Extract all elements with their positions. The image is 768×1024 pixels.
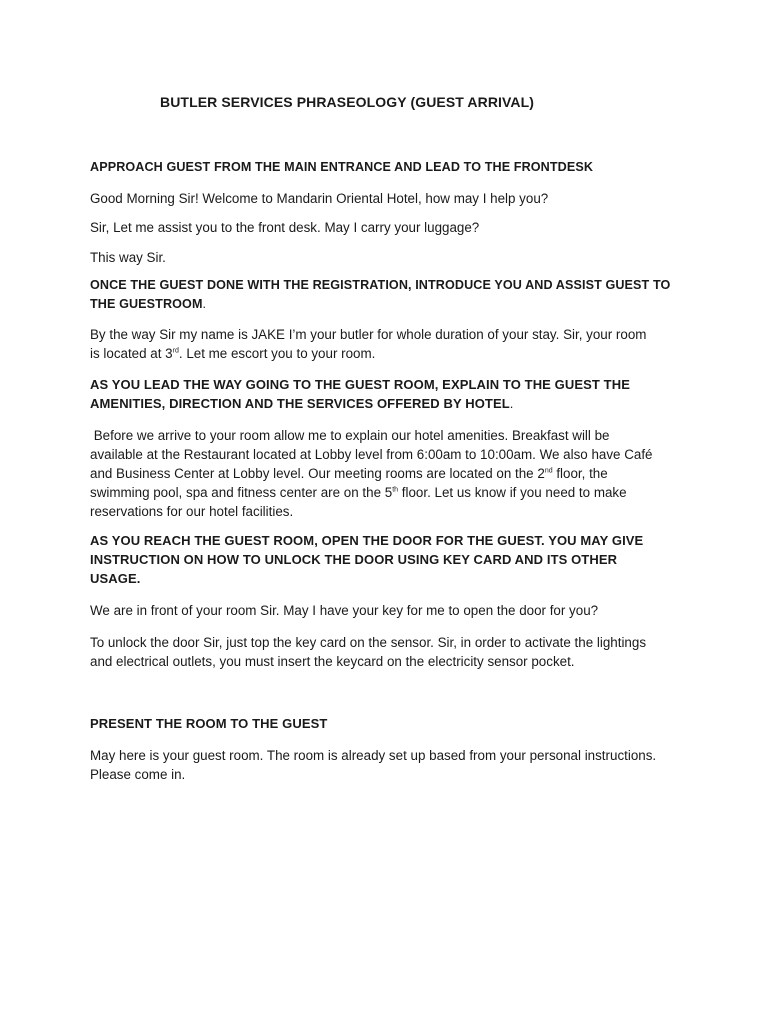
paragraph-text: is located at 3 — [90, 346, 173, 361]
paragraph-line: May here is your guest room. The room is already set up based from your personal instructions. — [90, 748, 657, 763]
heading-period: . — [509, 396, 514, 411]
ordinal-suffix: nd — [544, 467, 553, 475]
phrase-greeting: Good Morning Sir! Welcome to Mandarin Oriental Hotel, how may I help you? — [90, 191, 549, 206]
heading-line: AS YOU REACH THE GUEST ROOM, OPEN THE DOOR FOR THE GUEST. YOU MAY GIVE — [90, 533, 644, 548]
paragraph-present-room — [90, 746, 680, 784]
paragraph-amenities — [90, 426, 680, 521]
paragraph-text: . Let me escort you to your room. — [178, 346, 376, 361]
heading-line: INSTRUCTION ON HOW TO UNLOCK THE DOOR USING KEY CARD AND ITS OTHER — [90, 552, 618, 567]
heading-line: AS YOU LEAD THE WAY GOING TO THE GUEST ROOM, EXPLAIN TO THE GUEST THE — [90, 377, 630, 392]
paragraph-text: floor, the — [552, 466, 608, 481]
heading-period: . — [202, 296, 207, 311]
paragraph-line: Please come in. — [90, 767, 186, 782]
section-heading-reach-room — [90, 531, 680, 588]
paragraph-line: reservations for our hotel facilities. — [90, 504, 294, 519]
paragraph-text: swimming pool, spa and fitness center are on the 5 — [90, 485, 393, 500]
section-heading-introduce — [90, 276, 680, 313]
paragraph-line: By the way Sir my name is JAKE I’m your butler for whole duration of your stay. Sir, your room — [90, 327, 647, 342]
section-heading-present-room: PRESENT THE ROOM TO THE GUEST — [90, 716, 328, 731]
paragraph-line: To unlock the door Sir, just top the key card on the sensor. Sir, in order to activate the lightings — [90, 635, 647, 650]
paragraph-line: Before we arrive to your room allow me to explain our hotel amenities. Breakfast will be — [90, 428, 610, 443]
heading-line: AMENITIES, DIRECTION AND THE SERVICES OFFERED BY HOTEL — [90, 396, 510, 411]
heading-line: ONCE THE GUEST DONE WITH THE REGISTRATION, INTRODUCE YOU AND ASSIST GUEST TO — [90, 278, 671, 292]
phrase-front-of-room: We are in front of your room Sir. May I have your key for me to open the door for you? — [90, 603, 599, 618]
paragraph-unlock-door — [90, 633, 680, 671]
paragraph-text: and Business Center at Lobby level. Our meeting rooms are located on the 2 — [90, 466, 545, 481]
phrase-this-way: This way Sir. — [90, 250, 166, 265]
paragraph-text: floor. Let us know if you need to make — [398, 485, 627, 500]
paragraph-line: and electrical outlets, you must insert the keycard on the electricity sensor pocket. — [90, 654, 575, 669]
heading-line: USAGE. — [90, 571, 141, 586]
phrase-assist-front-desk: Sir, Let me assist you to the front desk. May I carry your luggage? — [90, 220, 480, 235]
document-title: BUTLER SERVICES PHRASEOLOGY (GUEST ARRIVAL) — [160, 94, 535, 110]
section-heading-approach: APPROACH GUEST FROM THE MAIN ENTRANCE AND LEAD TO THE FRONTDESK — [90, 160, 594, 174]
section-heading-lead-the-way — [90, 375, 680, 413]
ordinal-suffix: th — [392, 486, 399, 494]
heading-line: THE GUESTROOM — [90, 296, 203, 311]
paragraph-introduction — [90, 325, 680, 363]
paragraph-line: available at the Restaurant located at Lobby level from 6:00am to 10:00am. We also have Café — [90, 447, 653, 462]
ordinal-suffix: rd — [172, 347, 179, 355]
